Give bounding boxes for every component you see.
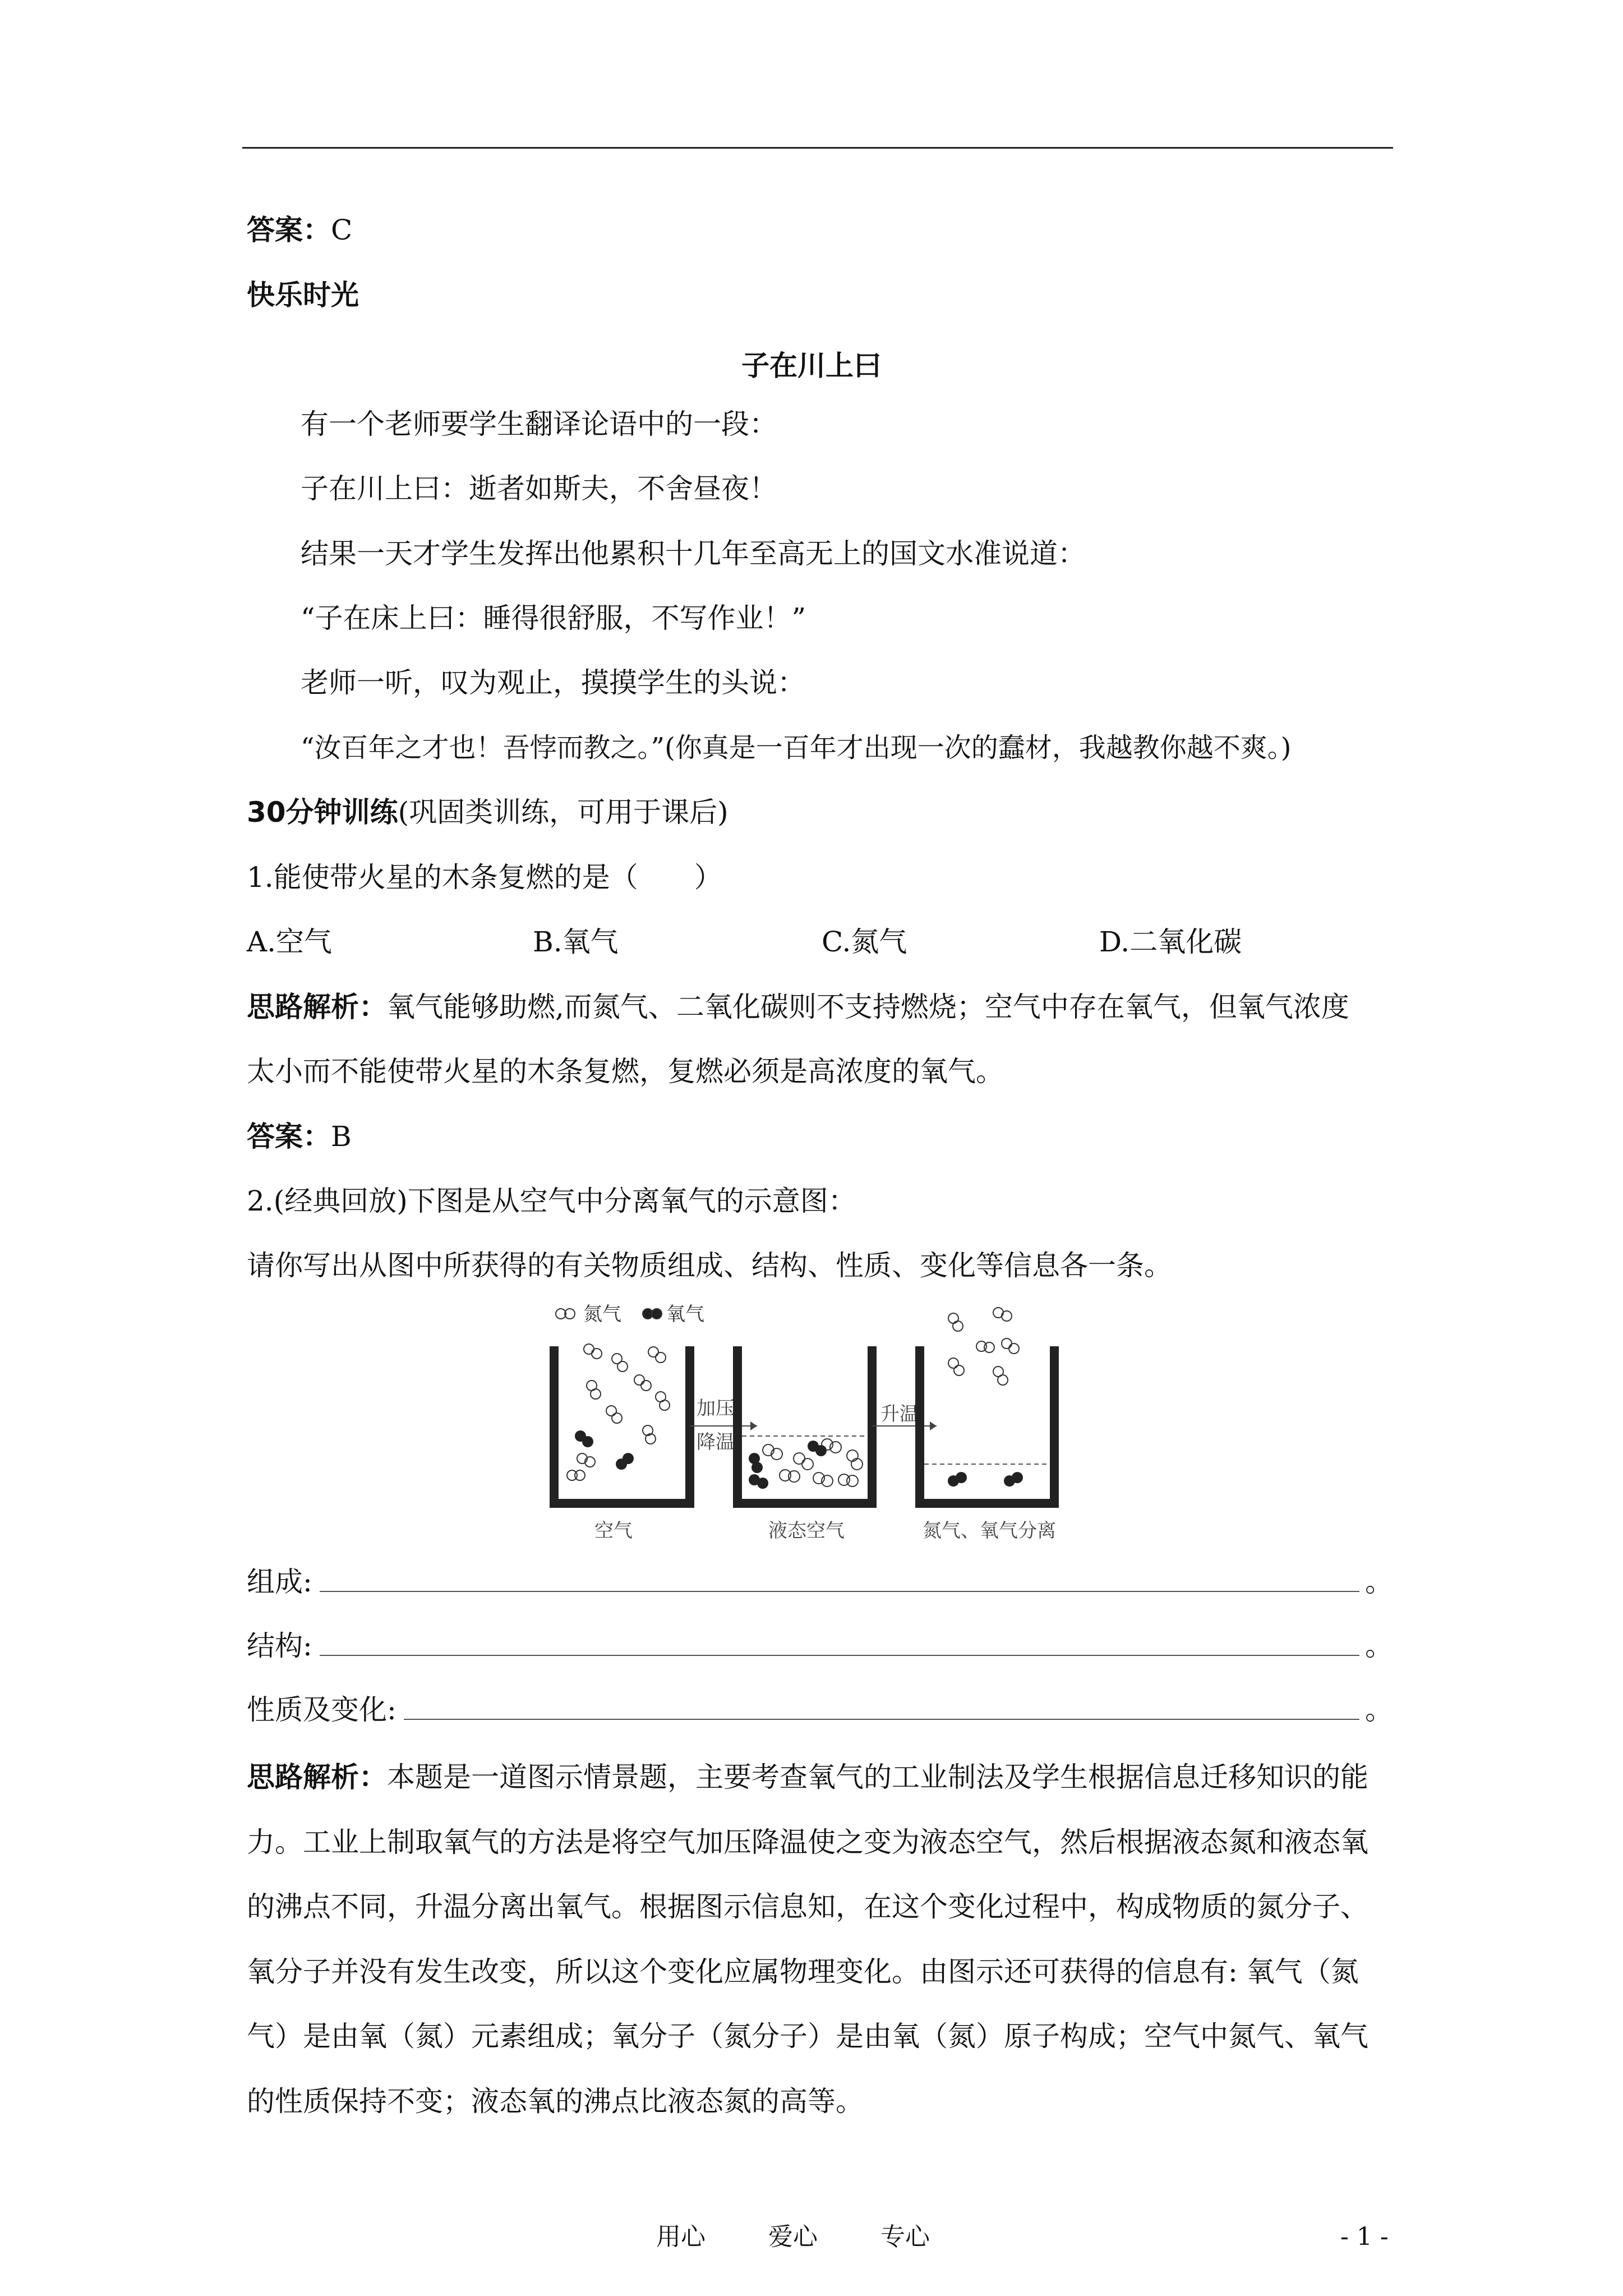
blank-structure[interactable] (247, 1629, 1393, 1663)
oxygen-molecule-icon (643, 1309, 662, 1319)
blank-properties[interactable] (247, 1693, 1393, 1727)
answer-label: 答案： (247, 1120, 331, 1153)
footer-word: 爱心 (768, 2223, 818, 2251)
answer-line-1 (247, 213, 352, 247)
header-rule (242, 147, 1393, 149)
separated-oxygen-molecules (948, 1472, 1023, 1487)
q1-option-d: D.二氧化碳 (1099, 926, 1242, 958)
q2-analysis-line: 的沸点不同，升温分离出氧气。根据图示信息知，在这个变化过程中，构成物质的氮分子、 (247, 1890, 1368, 1923)
footer-word: 用心 (656, 2223, 706, 2251)
blank-line (320, 1591, 1359, 1592)
air-separation-figure (550, 1296, 1088, 1543)
arrow1-top-label: 加压 (697, 1397, 735, 1420)
story-line: 有一个老师要学生翻译论语中的一段： (301, 408, 777, 440)
blank-line (404, 1719, 1359, 1720)
blank-label: 结构: (247, 1630, 312, 1662)
q2-analysis-line: 气）是由氧（氮）元素组成；氧分子（氮分子）是由氧（氮）原子构成；空气中氮气、氧气 (247, 2020, 1368, 2053)
beaker-separated (920, 1346, 1054, 1503)
legend-o2-label: 氧气 (666, 1303, 704, 1326)
blank-end: 。 (1365, 1694, 1393, 1726)
answer-value: C (331, 214, 353, 246)
arrow2-label: 升温 (880, 1403, 919, 1425)
q1-option-a: A.空气 (247, 926, 333, 958)
story-line: 子在川上曰：逝者如斯夫，不舍昼夜！ (301, 472, 777, 505)
blank-composition[interactable] (247, 1565, 1393, 1599)
q2-analysis-label: 思路解析： (247, 1761, 387, 1793)
q2-analysis-line: 力。工业上制取氧气的方法是将空气加压降温使之变为液态空气，然后根据液态氮和液态氧 (247, 1826, 1368, 1858)
q1-analysis-line: 太小而不能使带火星的木条复燃，复燃必须是高浓度的氧气。 (247, 1055, 1004, 1088)
blank-label: 组成: (247, 1566, 312, 1598)
q1-option-b: B.氧气 (533, 926, 619, 958)
q2-stem: 2.(经典回放)下图是从空气中分离氧气的示意图： (247, 1185, 856, 1217)
blank-end: 。 (1365, 1630, 1393, 1662)
caption-separated: 氮气、氧气分离 (923, 1520, 1056, 1542)
answer-line-2 (247, 1120, 352, 1153)
training-heading (247, 795, 728, 829)
arrow1-bottom-label: 降温 (697, 1431, 735, 1453)
blank-line (320, 1655, 1359, 1656)
footer-word: 专心 (880, 2223, 930, 2251)
separated-nitrogen-molecules (948, 1308, 1019, 1385)
story-line: “子在床上曰：睡得很舒服，不写作业！” (301, 602, 806, 634)
answer-label: 答案： (247, 214, 331, 246)
story-line: 结果一天才学生发挥出他累积十几年至高无上的国文水准说道： (301, 537, 1086, 570)
section-happy-time: 快乐时光 (247, 279, 359, 311)
answer-value: B (331, 1120, 352, 1153)
story-title: 子在川上曰 (741, 349, 882, 382)
blank-label: 性质及变化: (247, 1694, 396, 1726)
q2-analysis-text: 本题是一道图示情景题，主要考查氧气的工业制法及学生根据信息迁移知识的能 (387, 1761, 1368, 1793)
page-number: - 1 - (1340, 2223, 1389, 2251)
training-subtitle: (巩固类训练，可用于课后) (398, 796, 728, 829)
q2-analysis-line: 的性质保持不变；液态氧的沸点比液态氮的高等。 (247, 2085, 864, 2118)
q1-option-c: C.氮气 (822, 926, 907, 958)
q2-analysis-line (247, 1760, 1368, 1794)
q2-analysis-line: 氧分子并没有发生改变，所以这个变化应属物理变化。由图示还可获得的信息有: 氧气（氮 (247, 1955, 1359, 1988)
q1-analysis-line (247, 990, 1349, 1024)
caption-liquid-air: 液态空气 (768, 1520, 845, 1542)
training-title: 30分钟训练 (247, 796, 398, 829)
q1-stem: 1.能使带火星的木条复燃的是（ ） (247, 861, 722, 894)
story-line: “汝百年之才也！吾悖而教之。”(你真是一百年才出现一次的蠢材，我越教你越不爽。) (301, 732, 1292, 763)
story-line: 老师一听，叹为观止，摸摸学生的头说： (301, 666, 805, 699)
nitrogen-molecule-icon (556, 1309, 575, 1319)
legend-n2-label: 氮气 (583, 1303, 621, 1326)
blank-end: 。 (1365, 1566, 1393, 1598)
q1-analysis-label: 思路解析： (247, 991, 387, 1023)
caption-air: 空气 (594, 1520, 633, 1542)
q1-analysis-text: 氧气能够助燃,而氮气、二氧化碳则不支持燃烧；空气中存在氧气，但氧气浓度 (387, 991, 1349, 1023)
q2-prompt: 请你写出从图中所获得的有关物质组成、结构、性质、变化等信息各一条。 (247, 1249, 1172, 1282)
